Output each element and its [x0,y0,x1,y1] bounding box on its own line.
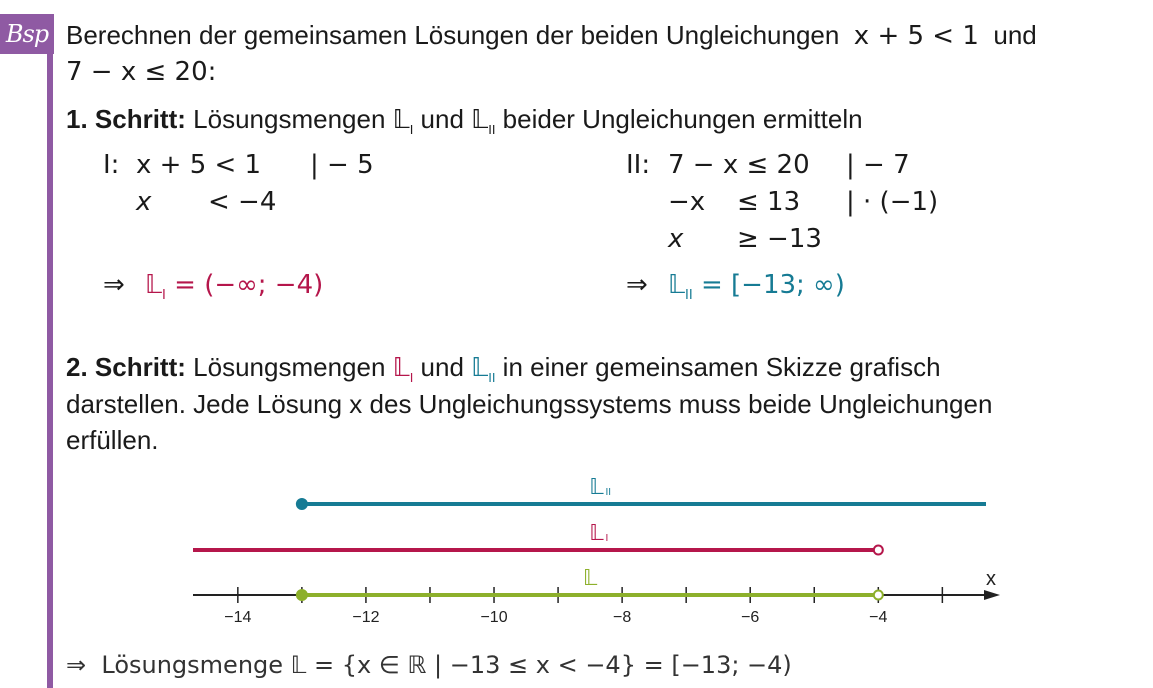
calc1-label: I: [103,150,120,180]
calc1-result-set: 𝕃 [145,270,163,300]
calc2-result [668,270,845,311]
step1-heading [66,104,863,145]
set-L2-symbol: 𝕃 [471,104,489,134]
set-L1-subscript: I [409,122,414,138]
tick-label: −12 [352,609,380,626]
interval-label: 𝕃 [582,565,598,590]
example-badge: Bsp [0,14,54,54]
step1-und: und [420,104,464,134]
calc2-row3-right: ≥ −13 [737,224,822,254]
calc1-row1-op: | − 5 [310,150,374,180]
step2-und: und [420,352,464,382]
calc2-arrow: ⇒ [626,270,648,300]
step1-text-b: beider Ungleichungen ermitteln [502,104,863,134]
tick-label: −10 [480,609,508,626]
step2-text-a: Lösungsmengen [193,352,386,382]
step2-set-L1-sub: I [409,370,414,386]
set-L1-symbol: 𝕃 [392,104,410,134]
calc2-row2-left: −x [668,187,706,217]
conclusion [66,650,792,680]
intro-und: und [993,20,1037,50]
tick-label: −8 [612,609,632,626]
interval-end-point [874,546,883,555]
step2-line-2: darstellen. Jede Lösung x des Ungleichungssystems muss beide Ungleichungen [66,389,993,419]
step2-label: 2. Schritt: [66,352,186,382]
calc1-row2-left: x [136,187,152,217]
calc2-row1-left: 7 − x ≤ 20 [668,150,810,180]
interval-label: 𝕃 [589,520,604,545]
calc2-result-set: 𝕃 [668,270,686,300]
interval-start-point [297,499,307,509]
conclusion-arrow: ⇒ [66,651,87,679]
calc1-row2-right: < −4 [208,187,277,217]
x-axis-arrowhead [984,590,1000,600]
step1-label: 1. Schritt: [66,104,186,134]
calc2-row1-op: | − 7 [846,150,910,180]
step2-set-L1: 𝕃 [392,352,410,382]
step1-text-a: Lösungsmengen [193,104,386,134]
calc1-arrow: ⇒ [103,270,125,300]
tick-label: −14 [224,609,252,626]
set-L2-subscript: II [488,122,496,138]
calc2-row2-right: ≤ 13 [737,187,801,217]
step2-heading [66,352,941,393]
interval-label-subscript: II [605,487,612,498]
intro-line-1 [66,20,1037,51]
calc1-result [145,270,323,311]
conclusion-text: Lösungsmenge 𝕃 = {x ∈ ℝ | −13 ≤ x < −4} = [−13; −4) [101,651,792,679]
intro-inequality-1: x + 5 < 1 [853,21,979,51]
number-line-chart [0,460,1153,630]
calc1-row1-left: x + 5 < 1 [136,150,262,180]
interval-end-point [874,591,883,600]
calc2-row2-op: | · (−1) [846,187,939,217]
calc2-result-interval: = [−13; ∞) [700,270,845,300]
calc2-result-sub: II [685,288,693,304]
tick-label: −4 [869,609,888,626]
interval-label-subscript: I [605,533,609,544]
calc2-label: II: [626,150,651,180]
tick-label: −6 [741,609,760,626]
intro-text: Berechnen der gemeinsamen Lösungen der beiden Ungleichungen [66,20,840,50]
interval-start-point [297,590,307,600]
intro-line-2: 7 − x ≤ 20: [66,57,217,87]
step2-set-L2-sub: II [488,370,496,386]
step2-text-b: in einer gemeinsamen Skizze grafisch [502,352,941,382]
calc2-row3-left: x [668,224,684,254]
x-axis-label: x [986,568,996,590]
calc1-result-interval: = (−∞; −4) [174,270,324,300]
interval-label: 𝕃 [589,474,604,499]
calc1-result-sub: I [162,288,166,304]
step2-line-3: erfüllen. [66,425,159,455]
step2-set-L2: 𝕃 [471,352,489,382]
